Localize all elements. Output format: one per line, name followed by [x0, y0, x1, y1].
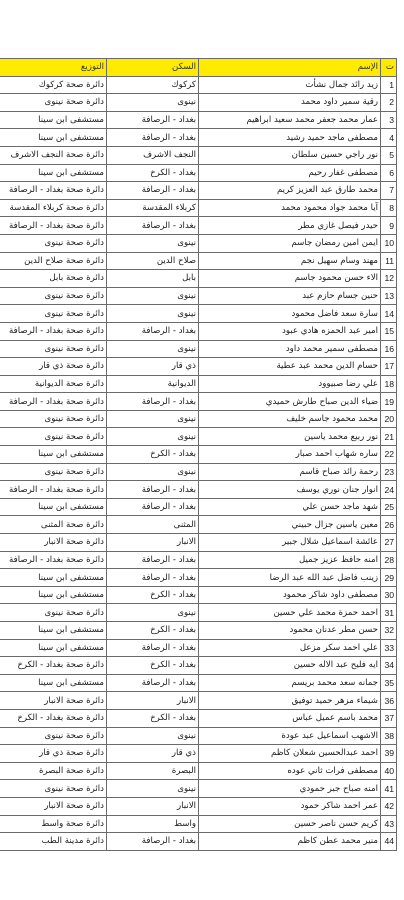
header-row: [0, 59, 397, 77]
row-number: 39: [381, 745, 397, 763]
row-residence: بغداد - الرصافة: [107, 833, 199, 851]
row-name: جمانه سعد محمد بريسم: [199, 674, 381, 692]
row-name: ساره شهاب احمد صبار: [199, 446, 381, 464]
row-name: سارة سعد فاضل محمود: [199, 305, 381, 323]
table-row: [0, 551, 397, 569]
table-row: [0, 199, 397, 217]
row-distribution: دائرة صحة نينوى: [0, 340, 107, 358]
row-number: 13: [381, 287, 397, 305]
row-distribution: دائرة صحة الانبار: [0, 534, 107, 552]
row-residence: نينوى: [107, 287, 199, 305]
row-number: 9: [381, 217, 397, 235]
row-distribution: مستشفى ابن سينا: [0, 111, 107, 129]
row-distribution: دائرة صحة بغداد - الرصافة: [0, 217, 107, 235]
row-distribution: دائرة صحة نينوى: [0, 727, 107, 745]
row-number: 2: [381, 94, 397, 112]
table-row: [0, 639, 397, 657]
row-distribution: دائرة صحة ذي قار: [0, 358, 107, 376]
row-number: 10: [381, 234, 397, 252]
row-distribution: دائرة صحة نينوى: [0, 410, 107, 428]
row-distribution: مستشفى ابن سينا: [0, 446, 107, 464]
table-row: [0, 692, 397, 710]
row-number: 16: [381, 340, 397, 358]
row-distribution: دائرة صحة نينوى: [0, 287, 107, 305]
row-residence: البصرة: [107, 762, 199, 780]
row-distribution: دائرة صحة البصرة: [0, 762, 107, 780]
row-residence: صلاح الدين: [107, 252, 199, 270]
row-distribution: دائرة صحة نينوى: [0, 463, 107, 481]
row-distribution: دائرة صحة المثنى: [0, 516, 107, 534]
row-name: ايه فليح عبد الاله حسين: [199, 657, 381, 675]
row-name: مصطفى ماجد حميد رشيد: [199, 129, 381, 147]
row-name: علي رضا صبيوود: [199, 375, 381, 393]
row-name: شهد ماجد حسن علي: [199, 498, 381, 516]
row-name: انوار جنان نوري يوسف: [199, 481, 381, 499]
table-row: [0, 727, 397, 745]
row-number: 18: [381, 375, 397, 393]
table-row: [0, 340, 397, 358]
row-number: 17: [381, 358, 397, 376]
table-row: [0, 270, 397, 288]
table-row: [0, 833, 397, 851]
row-residence: النجف الاشرف: [107, 146, 199, 164]
row-number: 15: [381, 322, 397, 340]
row-name: حسام الدين محمد عبد عطية: [199, 358, 381, 376]
row-residence: بغداد - الرصافة: [107, 217, 199, 235]
row-distribution: دائرة صحة كربلاء المقدسة: [0, 199, 107, 217]
table-row: [0, 358, 397, 376]
row-number: 6: [381, 164, 397, 182]
table-row: [0, 780, 397, 798]
table-row: [0, 410, 397, 428]
table-row: [0, 762, 397, 780]
row-distribution: دائرة مدينة الطب: [0, 833, 107, 851]
row-name: مصطفى سمير محمد داود: [199, 340, 381, 358]
row-number: 5: [381, 146, 397, 164]
table-row: [0, 534, 397, 552]
row-number: 44: [381, 833, 397, 851]
row-residence: بغداد - الكرخ: [107, 622, 199, 640]
row-name: امنه صباح جبر حمودي: [199, 780, 381, 798]
row-name: احمد حمزة محمد علي حسين: [199, 604, 381, 622]
row-number: 29: [381, 569, 397, 587]
row-number: 40: [381, 762, 397, 780]
row-residence: ذي قار: [107, 745, 199, 763]
row-number: 32: [381, 622, 397, 640]
row-residence: الديوانية: [107, 375, 199, 393]
row-distribution: دائرة صحة الانبار: [0, 692, 107, 710]
row-name: رقية سمير داود محمد: [199, 94, 381, 112]
table-row: [0, 657, 397, 675]
row-distribution: دائرة صحة بغداد - الرصافة: [0, 393, 107, 411]
table-row: [0, 234, 397, 252]
row-number: 26: [381, 516, 397, 534]
table-row: [0, 146, 397, 164]
row-number: 42: [381, 797, 397, 815]
row-distribution: دائرة صحة نينوى: [0, 94, 107, 112]
row-residence: الانبار: [107, 534, 199, 552]
row-number: 4: [381, 129, 397, 147]
row-number: 24: [381, 481, 397, 499]
table-row: [0, 569, 397, 587]
table-row: [0, 76, 397, 94]
row-distribution: مستشفى ابن سينا: [0, 129, 107, 147]
row-number: 25: [381, 498, 397, 516]
row-distribution: مستشفى ابن سينا: [0, 569, 107, 587]
row-name: ايمن امين رمضان جاسم: [199, 234, 381, 252]
table-row: [0, 217, 397, 235]
row-name: مهند وسام سهيل نجم: [199, 252, 381, 270]
row-name: حنين جسام حازم عبد: [199, 287, 381, 305]
row-name: مصطفى فرات ثاني عوده: [199, 762, 381, 780]
row-distribution: دائرة صحة بغداد - الرصافة: [0, 481, 107, 499]
row-distribution: مستشفى ابن سينا: [0, 639, 107, 657]
row-residence: بغداد - الكرخ: [107, 446, 199, 464]
table-row: [0, 498, 397, 516]
row-number: 21: [381, 428, 397, 446]
header-number: ت: [381, 59, 397, 77]
row-residence: بغداد - الرصافة: [107, 393, 199, 411]
row-name: عائشة اسماعيل شلال جبير: [199, 534, 381, 552]
row-number: 30: [381, 586, 397, 604]
row-number: 36: [381, 692, 397, 710]
row-name: نور ربيع محمد ياسين: [199, 428, 381, 446]
row-number: 33: [381, 639, 397, 657]
row-number: 8: [381, 199, 397, 217]
row-name: شيماء مزهر حميد توفيق: [199, 692, 381, 710]
row-number: 34: [381, 657, 397, 675]
row-name: الاشهب اسماعيل عبد عودة: [199, 727, 381, 745]
row-residence: بغداد - الكرخ: [107, 709, 199, 727]
row-name: عمار محمد جعفر محمد سعيد ابراهيم: [199, 111, 381, 129]
table-row: [0, 129, 397, 147]
row-name: حيدر فيصل غازي مطر: [199, 217, 381, 235]
table-row: [0, 446, 397, 464]
row-name: محمد باسم عميل عباس: [199, 709, 381, 727]
row-number: 41: [381, 780, 397, 798]
row-distribution: دائرة صحة النجف الاشرف: [0, 146, 107, 164]
row-name: رحمة رائد صباح قاسم: [199, 463, 381, 481]
row-residence: المثنى: [107, 516, 199, 534]
row-number: 20: [381, 410, 397, 428]
table-row: [0, 745, 397, 763]
row-name: محمد محمود جاسم خليف: [199, 410, 381, 428]
table-row: [0, 375, 397, 393]
row-number: 22: [381, 446, 397, 464]
table-row: [0, 305, 397, 323]
table-body: [0, 76, 397, 850]
row-distribution: مستشفى ابن سينا: [0, 674, 107, 692]
row-distribution: دائرة صحة بغداد - الرصافة: [0, 322, 107, 340]
row-residence: بغداد - الرصافة: [107, 182, 199, 200]
row-number: 43: [381, 815, 397, 833]
row-residence: بغداد - الكرخ: [107, 657, 199, 675]
row-distribution: دائرة صحة بغداد - الرصافة: [0, 182, 107, 200]
row-distribution: دائرة صحة بغداد - الكرخ: [0, 657, 107, 675]
row-name: حسن مطر عدنان محمود: [199, 622, 381, 640]
table-row: [0, 252, 397, 270]
row-distribution: دائرة صحة كركوك: [0, 76, 107, 94]
row-residence: نينوى: [107, 780, 199, 798]
row-residence: بغداد - الرصافة: [107, 322, 199, 340]
row-name: امنه حافظ عزيز جميل: [199, 551, 381, 569]
row-number: 7: [381, 182, 397, 200]
table-row: [0, 709, 397, 727]
table-row: [0, 287, 397, 305]
row-residence: الانبار: [107, 797, 199, 815]
table-row: [0, 322, 397, 340]
table-row: [0, 111, 397, 129]
table-row: [0, 674, 397, 692]
table-row: [0, 481, 397, 499]
row-residence: بغداد - الرصافة: [107, 551, 199, 569]
table-row: [0, 586, 397, 604]
row-residence: واسط: [107, 815, 199, 833]
row-name: آيا محمد جواد محمود محمد: [199, 199, 381, 217]
row-name: علي احمد سكر مزعل: [199, 639, 381, 657]
row-distribution: دائرة صحة نينوى: [0, 428, 107, 446]
row-residence: نينوى: [107, 94, 199, 112]
row-distribution: دائرة صحة بابل: [0, 270, 107, 288]
distribution-table: [0, 58, 397, 851]
row-residence: بغداد - الكرخ: [107, 586, 199, 604]
row-distribution: دائرة صحة الانبار: [0, 797, 107, 815]
row-residence: بغداد - الرصافة: [107, 111, 199, 129]
row-number: 37: [381, 709, 397, 727]
row-name: عمر احمد شاكر حمود: [199, 797, 381, 815]
row-distribution: دائرة صحة نينوى: [0, 234, 107, 252]
row-number: 1: [381, 76, 397, 94]
row-number: 19: [381, 393, 397, 411]
row-residence: بغداد - الرصافة: [107, 569, 199, 587]
table-row: [0, 604, 397, 622]
row-number: 35: [381, 674, 397, 692]
row-number: 38: [381, 727, 397, 745]
row-distribution: دائرة صحة بغداد - الرصافة: [0, 551, 107, 569]
row-number: 27: [381, 534, 397, 552]
table-row: [0, 393, 397, 411]
row-residence: نينوى: [107, 410, 199, 428]
table-row: [0, 463, 397, 481]
row-number: 31: [381, 604, 397, 622]
row-name: زينب فاضل عبد الله عبد الرضا: [199, 569, 381, 587]
row-distribution: دائرة صحة الديوانية: [0, 375, 107, 393]
row-name: نور راجي حسين سلطان: [199, 146, 381, 164]
spreadsheet: [0, 58, 396, 851]
row-name: معين ياسين جزال حبيني: [199, 516, 381, 534]
row-number: 3: [381, 111, 397, 129]
table-row: [0, 182, 397, 200]
row-distribution: دائرة صحة صلاح الدين: [0, 252, 107, 270]
row-number: 14: [381, 305, 397, 323]
row-residence: ذي قار: [107, 358, 199, 376]
row-name: محمد طارق عبد العزيز كريم: [199, 182, 381, 200]
row-residence: نينوى: [107, 604, 199, 622]
row-residence: نينوى: [107, 463, 199, 481]
row-distribution: دائرة صحة واسط: [0, 815, 107, 833]
row-residence: بغداد - الرصافة: [107, 481, 199, 499]
row-distribution: دائرة صحة ذي قار: [0, 745, 107, 763]
row-distribution: دائرة صحة نينوى: [0, 305, 107, 323]
table-row: [0, 428, 397, 446]
row-distribution: مستشفى ابن سينا: [0, 498, 107, 516]
row-distribution: دائرة صحة نينوى: [0, 604, 107, 622]
row-name: الاء حسن محمود جاسم: [199, 270, 381, 288]
row-residence: نينوى: [107, 340, 199, 358]
row-residence: كركوك: [107, 76, 199, 94]
header-distribution: التوزيع: [0, 59, 107, 77]
row-residence: بابل: [107, 270, 199, 288]
row-residence: بغداد - الكرخ: [107, 164, 199, 182]
row-name: احمد عبدالحسين شعلان كاظم: [199, 745, 381, 763]
table-row: [0, 94, 397, 112]
row-distribution: دائرة صحة نينوى: [0, 780, 107, 798]
row-residence: نينوى: [107, 234, 199, 252]
table-row: [0, 516, 397, 534]
row-name: زيد رائد جمال نشأت: [199, 76, 381, 94]
row-residence: نينوى: [107, 428, 199, 446]
row-number: 11: [381, 252, 397, 270]
row-distribution: مستشفى ابن سينا: [0, 164, 107, 182]
row-distribution: مستشفى ابن سينا: [0, 622, 107, 640]
row-residence: بغداد - الرصافة: [107, 129, 199, 147]
table-row: [0, 815, 397, 833]
row-distribution: دائرة صحة بغداد - الكرخ: [0, 709, 107, 727]
table-row: [0, 622, 397, 640]
header-residence: السكن: [107, 59, 199, 77]
row-residence: بغداد - الرصافة: [107, 674, 199, 692]
row-name: امير عبد الحمزه هادي عبود: [199, 322, 381, 340]
row-residence: بغداد - الرصافة: [107, 498, 199, 516]
row-number: 23: [381, 463, 397, 481]
table-row: [0, 797, 397, 815]
row-residence: بغداد - الرصافة: [107, 639, 199, 657]
row-residence: الانبار: [107, 692, 199, 710]
row-name: مصطفى داود شاكر محمود: [199, 586, 381, 604]
table-row: [0, 164, 397, 182]
row-name: كريم حسن ناصر حسين: [199, 815, 381, 833]
row-residence: نينوى: [107, 727, 199, 745]
row-distribution: مستشفى ابن سينا: [0, 586, 107, 604]
row-residence: نينوى: [107, 305, 199, 323]
row-residence: كربلاء المقدسة: [107, 199, 199, 217]
row-number: 12: [381, 270, 397, 288]
row-name: منير محمد عطن كاظم: [199, 833, 381, 851]
row-number: 28: [381, 551, 397, 569]
row-name: ضياء الدين صباح طارش حميدي: [199, 393, 381, 411]
header-name: الإسم: [199, 59, 381, 77]
row-name: مصطفى غفار رحيم: [199, 164, 381, 182]
